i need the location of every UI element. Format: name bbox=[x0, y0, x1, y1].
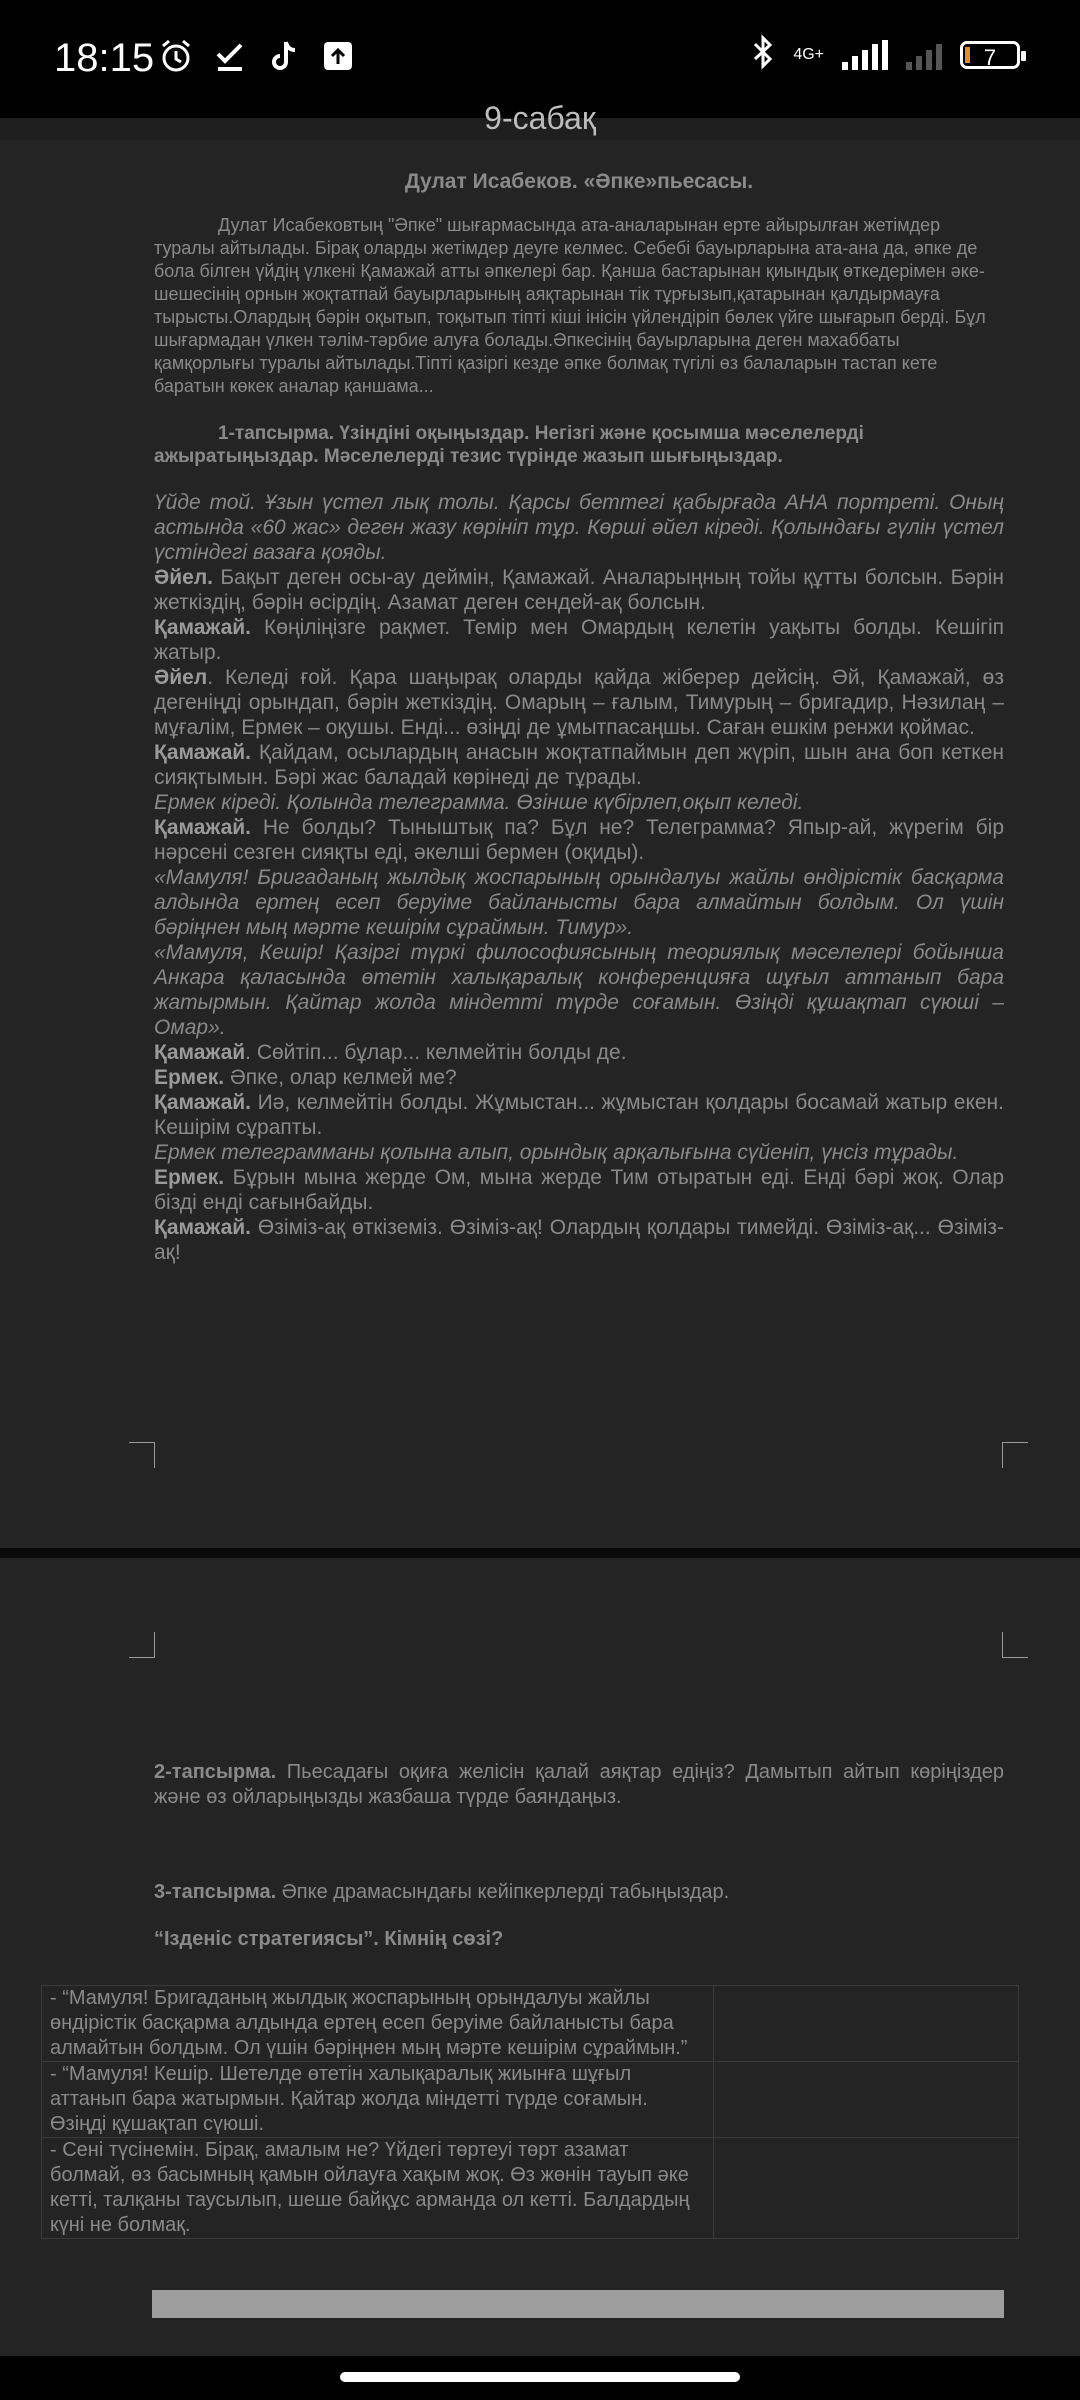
drama-text: Не болды? Тыныштық па? Бұл не? Телеграмма? Япыр-ай, жүрегім бір нәрсені сезген сияқты еді, әкелші бермен (оқиды). bbox=[154, 816, 1004, 864]
quote-cell: - “Мамуля! Бригаданың жылдық жоспарының орындалуы жайлы өндірістік басқарма алдында ертең есеп беруіме байланысты бара алмайтын болдым. Ол үшін бәріңнен мың мәрте кешірім сұраймын.” bbox=[42, 1986, 714, 2062]
document-title: 9-сабақ bbox=[484, 100, 596, 136]
task-2-text: Пьесадағы оқиға желісін қалай аяқтар едіңіз? Дамытып айтып көріңіздер және өз ойларыңызды жазбаша түрде баяндаңыз. bbox=[154, 1761, 1004, 1808]
task-3 bbox=[154, 1880, 1004, 1905]
drama-line bbox=[154, 1090, 1004, 1140]
speaker-name: Ермек. bbox=[154, 1066, 225, 1089]
bluetooth-icon bbox=[751, 34, 775, 75]
battery-icon bbox=[960, 41, 1020, 69]
tiktok-icon bbox=[266, 38, 302, 74]
quote-cell: - “Мамуля! Кешір. Шетелде өтетін халықаралық жиынға шұғыл аттанып бара жатырмын. Қайтар жолда міндетті түрде соғамын. Өзіңді құшақтап сүюші. bbox=[42, 2062, 714, 2138]
alarm-icon bbox=[158, 38, 194, 74]
drama-line bbox=[154, 615, 1004, 665]
drama-line bbox=[154, 940, 1004, 1040]
strategy-heading: “Ізденіс стратегиясы”. Кімнің сөзі? bbox=[154, 1928, 504, 1950]
task-2-label: 2-тапсырма. bbox=[154, 1761, 277, 1783]
task-3-label: 3-тапсырма. bbox=[154, 1881, 277, 1903]
crop-mark bbox=[1002, 1442, 1028, 1468]
crop-mark bbox=[1002, 1632, 1028, 1658]
drama-text: Бақыт деген осы-ау деймін, Қамажай. Аналарыңның тойы құтты болсын. Бәрін жеткіздің, бәрін өсірдің. Азамат деген сендей-ақ болсын. bbox=[154, 566, 1004, 614]
task-2 bbox=[154, 1760, 1004, 1810]
upload-icon bbox=[320, 38, 356, 74]
drama-text: «Мамуля! Бригаданың жылдық жоспарының орындалуы жайлы өндірістік басқарма алдында ертең есеп беруіме байланысты бара алмайтын болдым. Ол үшін бәріңнен мың мәрте кешірім сұраймын. Тимур». bbox=[154, 866, 1004, 939]
table-row bbox=[42, 2062, 1019, 2138]
page-separator bbox=[0, 1548, 1080, 1558]
answer-cell[interactable] bbox=[714, 2138, 1019, 2239]
drama-text: Ермек телеграмманы қолына алып, орындық арқалығына сүйеніп, үнсіз тұрады. bbox=[154, 1141, 959, 1164]
drama-line bbox=[154, 1165, 1004, 1215]
drama-line bbox=[154, 490, 1004, 565]
status-time: 18:15 bbox=[54, 36, 155, 80]
drama-line bbox=[154, 740, 1004, 790]
table-row bbox=[42, 1986, 1019, 2062]
speaker-name: Қамажай. bbox=[154, 616, 252, 639]
drama-line bbox=[154, 1215, 1004, 1265]
system-icons bbox=[751, 34, 1020, 75]
page-1-content bbox=[154, 170, 1004, 1265]
drama-text: Әпке, олар келмей ме? bbox=[224, 1066, 457, 1089]
speaker-name: Қамажай. bbox=[154, 1216, 252, 1239]
network-type: 4G+ bbox=[793, 45, 824, 63]
speaker-name: Қамажай. bbox=[154, 816, 252, 839]
drama-text: Қайдам, осылардың анасын жоқтатпаймын деп жүріп, шын ана боп кеткен сияқтымын. Бәрі жас баладай көрінеді де тұрады. bbox=[154, 741, 1004, 789]
quotes-table bbox=[41, 1985, 1019, 2239]
notification-icons bbox=[158, 38, 356, 74]
highlight-bar bbox=[152, 2290, 1004, 2318]
page-2-content bbox=[154, 1760, 1004, 1952]
speaker-name: Ермек. bbox=[154, 1166, 225, 1189]
signal-icon-sim2 bbox=[906, 40, 942, 70]
drama-line bbox=[154, 665, 1004, 740]
task-done-icon bbox=[212, 38, 248, 74]
intro-paragraph: Дулат Исабековтың "Әпке" шығармасында ата-аналарынан ерте айырылған жетімдер туралы айтылады. Бірақ оларды жетімдер деуге келмес. Себебі бауырларына ата-ана да, әпке де бола білген үйдің үлкені Қамажай атты әпкелері бар. Қанша бастарынан қиындық өткедерімен әке- шешесінің орнын жоқтатпай бауырларының аяқтарынан тік тұрғызып,қатарынан қалдырмауға тырысты.Олардың бәрін оқытып, тоқытып тіпті кіші інісін үйлендіріп бөлек үйге шығарып берді. Бұл шығармадан үлкен тәлім-тәрбие алуға болады.Әпкесінің бауырларына деген махаббаты қамқорлығы туралы айтылады.Тіпті қазіргі кезде әпке болмақ түгілі өз балаларын тастап кете баратын көкек аналар қаншама... bbox=[154, 215, 986, 396]
drama-text: «Мамуля, Кешір! Қазіргі түркі философиясының теориялық мәселелері бойынша Анкара қаласында өтетін халықаралық конференцияға шұғыл аттанып бара жатырмын. Қайтар жолда міндетті түрде соғамын. Өзіңді құшақтап сүюші – Омар». bbox=[154, 941, 1004, 1039]
speaker-name: Әйел. bbox=[154, 566, 214, 589]
drama-line bbox=[154, 815, 1004, 865]
drama-line bbox=[154, 565, 1004, 615]
speaker-name: Қамажай. bbox=[154, 1091, 252, 1114]
page-heading: Дулат Исабеков. «Әпке»пьесасы. bbox=[404, 170, 754, 193]
answer-cell[interactable] bbox=[714, 2062, 1019, 2138]
drama-text: . Сөйтіп... бұлар... келмейтін болды де. bbox=[245, 1041, 627, 1064]
task-3-text: Әпке драмасындағы кейіпкерлерді табыңыздар. bbox=[276, 1881, 730, 1903]
drama-text: Бұрын мына жерде Ом, мына жерде Тим отыратын еді. Енді бәрі жоқ. Олар бізді енді сағынбайды. bbox=[154, 1166, 1004, 1214]
drama-text: Ермек кіреді. Қолында телеграмма. Өзінше күбірлеп,оқып келеді. bbox=[154, 791, 804, 814]
drama-line bbox=[154, 865, 1004, 940]
crop-mark bbox=[129, 1632, 155, 1658]
crop-mark bbox=[129, 1442, 155, 1468]
answer-cell[interactable] bbox=[714, 1986, 1019, 2062]
drama-text: Көңіліңізге рақмет. Темір мен Омардың келетін уақыты болды. Кешігіп жатыр. bbox=[154, 616, 1004, 664]
speaker-name: Әйел bbox=[154, 666, 208, 689]
drama-text: . Келеді ғой. Қара шаңырақ оларды қайда жіберер дейсің. Әй, Қамажай, өз дегеніңді орындап, бәрін жеткіздің. Омарың – ғалым, Тимурың – бригадир, Нәзилаң – мұғалім, Ермек – оқушы. Енді... өзіңді де ұмытпасаңшы. Саған ешкім ренжи қоймас. bbox=[154, 666, 1004, 739]
drama-text: Үйде той. Ұзын үстел лық толы. Қарсы беттегі қабырғада АНА портреті. Оның астында «60 жас» деген жазу көрініп тұр. Көрші әйел кіреді. Қолындағы гүлін үстел үстіндегі вазаға қояды. bbox=[154, 491, 1004, 564]
signal-icon bbox=[842, 40, 888, 70]
battery-level: 7 bbox=[983, 44, 997, 70]
drama-line bbox=[154, 1065, 1004, 1090]
drama-excerpt bbox=[154, 490, 1004, 1265]
home-gesture-bar[interactable] bbox=[340, 2372, 740, 2382]
document-page-1[interactable] bbox=[0, 140, 1080, 1548]
drama-line bbox=[154, 790, 1004, 815]
speaker-name: Қамажай bbox=[154, 1041, 246, 1064]
drama-line bbox=[154, 1040, 1004, 1065]
drama-line bbox=[154, 1140, 1004, 1165]
task-1: 1-тапсырма. Үзіндіні оқыңыздар. Негізгі және қосымша мәселелерді ажыратыңыздар. Мәселелерді тезис түрінде жазып шығыңыздар. bbox=[154, 423, 864, 467]
drama-text: Өзіміз-ақ өткіземіз. Өзіміз-ақ! Олардың қолдары тимейді. Өзіміз-ақ... Өзіміз-ақ! bbox=[154, 1216, 1004, 1264]
drama-text: Иә, келмейтін болды. Жұмыстан... жұмыстан қолдары босамай жатыр екен. Кешірім сұрапты. bbox=[154, 1091, 1004, 1139]
quote-cell: - Сені түсінемін. Бірақ, амалым не? Үйдегі төртеуі төрт азамат болмай, өз басымның қамын ойлауға хақым жоқ. Өз жөнін тауып әке кетті, талқаны таусылып, шеше байқұс арманда ол кетті. Балдардың күні не болмақ. bbox=[42, 2138, 714, 2239]
speaker-name: Қамажай. bbox=[154, 741, 252, 764]
table-row bbox=[42, 2138, 1019, 2239]
